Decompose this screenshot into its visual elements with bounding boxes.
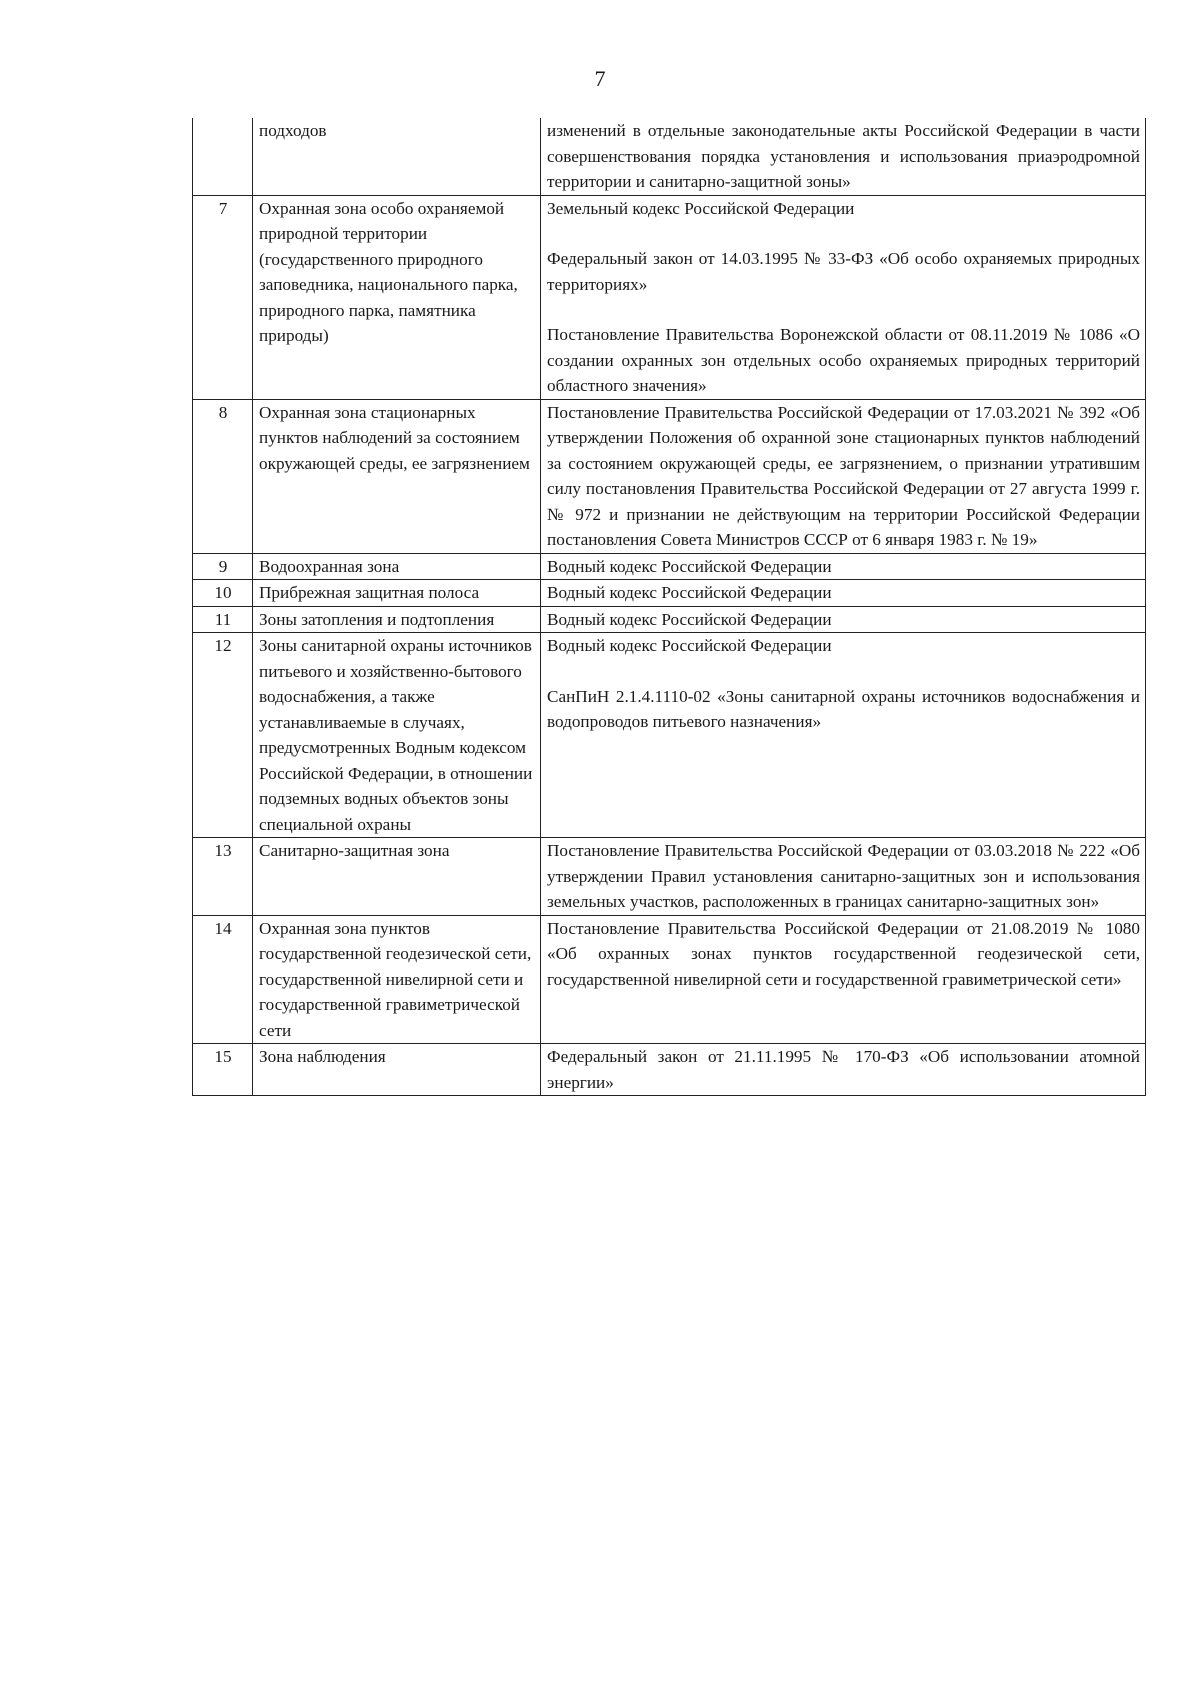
legal-document: Водный кодекс Российской Федерации xyxy=(547,636,832,655)
zones-table xyxy=(192,118,1146,1096)
legal-document: Земельный кодекс Российской Федерации xyxy=(547,198,855,218)
zone-name: Зона наблюдения xyxy=(253,1044,541,1096)
legal-document: Федеральный закон от 21.11.1995 № 170-ФЗ «Об использовании атомной энергии» xyxy=(547,1047,1140,1092)
row-number: 10 xyxy=(193,580,253,607)
table-row xyxy=(193,553,1146,580)
zone-name: Водоохранная зона xyxy=(253,553,541,580)
zone-name: Охранная зона особо охраняемой природной территории (государственного природного заповедника, национального парка, природного парка, памятника природы) xyxy=(253,195,541,399)
legal-basis xyxy=(541,915,1146,1044)
legal-basis xyxy=(541,1044,1146,1096)
table-row xyxy=(193,1044,1146,1096)
zone-name: Санитарно-защитная зона xyxy=(253,838,541,916)
page-number: 7 xyxy=(594,66,606,91)
zone-name: Зоны затопления и подтопления xyxy=(253,606,541,633)
table-row xyxy=(193,915,1146,1044)
legal-document: Водный кодекс Российской Федерации xyxy=(547,583,832,602)
legal-document: Водный кодекс Российской Федерации xyxy=(547,556,832,576)
legal-basis xyxy=(541,553,1146,580)
table-row xyxy=(193,580,1146,607)
legal-document: Водный кодекс Российской Федерации xyxy=(547,609,832,629)
table-row xyxy=(193,118,1146,195)
legal-document: Постановление Правительства Российской Федерации от 03.03.2018 № 222 «Об утверждении Правил установления санитарно-защитных зон и использования земельных участков, расположенных в границах санитарно-защитных зон» xyxy=(547,841,1140,911)
legal-basis xyxy=(541,580,1146,607)
legal-basis xyxy=(541,633,1146,838)
zone-name: Охранная зона пунктов государственной геодезической сети, государственной нивелирной сети и государственной гравиметрической сети xyxy=(253,915,541,1044)
table-row xyxy=(193,606,1146,633)
row-number: 7 xyxy=(193,195,253,399)
legal-document: СанПиН 2.1.4.1110-02 «Зоны санитарной охраны источников водоснабжения и водопроводов питьевого назначения» xyxy=(547,686,1140,731)
row-number: 9 xyxy=(193,553,253,580)
row-number: 15 xyxy=(193,1044,253,1096)
legal-basis xyxy=(541,606,1146,633)
row-number: 8 xyxy=(193,399,253,553)
row-number xyxy=(193,118,253,195)
legal-document: Постановление Правительства Российской Федерации от 17.03.2021 № 392 «Об утверждении Положения об охранной зоне стационарных пунктов наблюдений за состоянием окружающей среды, ее загрязнением, о признании утратившим силу постановления Правительства Российской Федерации от 27 августа 1999 г. № 972 и признании не действующим на территории Российской Федерации постановления Совета Министров СССР от 6 января 1983 г. № 19» xyxy=(547,402,1140,549)
row-number: 11 xyxy=(193,606,253,633)
table-row xyxy=(193,195,1146,399)
row-number: 13 xyxy=(193,838,253,916)
legal-basis xyxy=(541,118,1146,195)
legal-document: изменений в отдельные законодательные акты Российской Федерации в части совершенствования порядка установления и использования приаэродромной территории и санитарно-защитной зоны» xyxy=(547,121,1140,191)
zone-name: Прибрежная защитная полоса xyxy=(253,580,541,607)
legal-basis xyxy=(541,399,1146,553)
row-number: 12 xyxy=(193,633,253,838)
table-row xyxy=(193,838,1146,916)
legal-basis xyxy=(541,195,1146,399)
zone-name: подходов xyxy=(253,118,541,195)
legal-document: Постановление Правительства Российской Федерации от 21.08.2019 № 1080 «Об охранных зонах пунктов государственной геодезической сети, государственной нивелирной сети и государственной гравиметрической сети» xyxy=(547,918,1140,989)
legal-basis xyxy=(541,838,1146,916)
table-row xyxy=(193,633,1146,838)
legal-document: Постановление Правительства Воронежской области от 08.11.2019 № 1086 «О создании охранных зон отдельных особо охраняемых природных территорий областного значения» xyxy=(547,325,1140,395)
zone-name: Охранная зона стационарных пунктов наблюдений за состоянием окружающей среды, ее загрязнением xyxy=(253,399,541,553)
zone-name: Зоны санитарной охраны источников питьевого и хозяйственно-бытового водоснабжения, а также устанавливаемые в случаях, предусмотренных Водным кодексом Российской Федерации, в отношении подземных водных объектов зоны специальной охраны xyxy=(253,633,541,838)
table-row xyxy=(193,399,1146,553)
legal-document: Федеральный закон от 14.03.1995 № 33-ФЗ «Об особо охраняемых природных территориях» xyxy=(547,249,1140,294)
row-number: 14 xyxy=(193,915,253,1044)
